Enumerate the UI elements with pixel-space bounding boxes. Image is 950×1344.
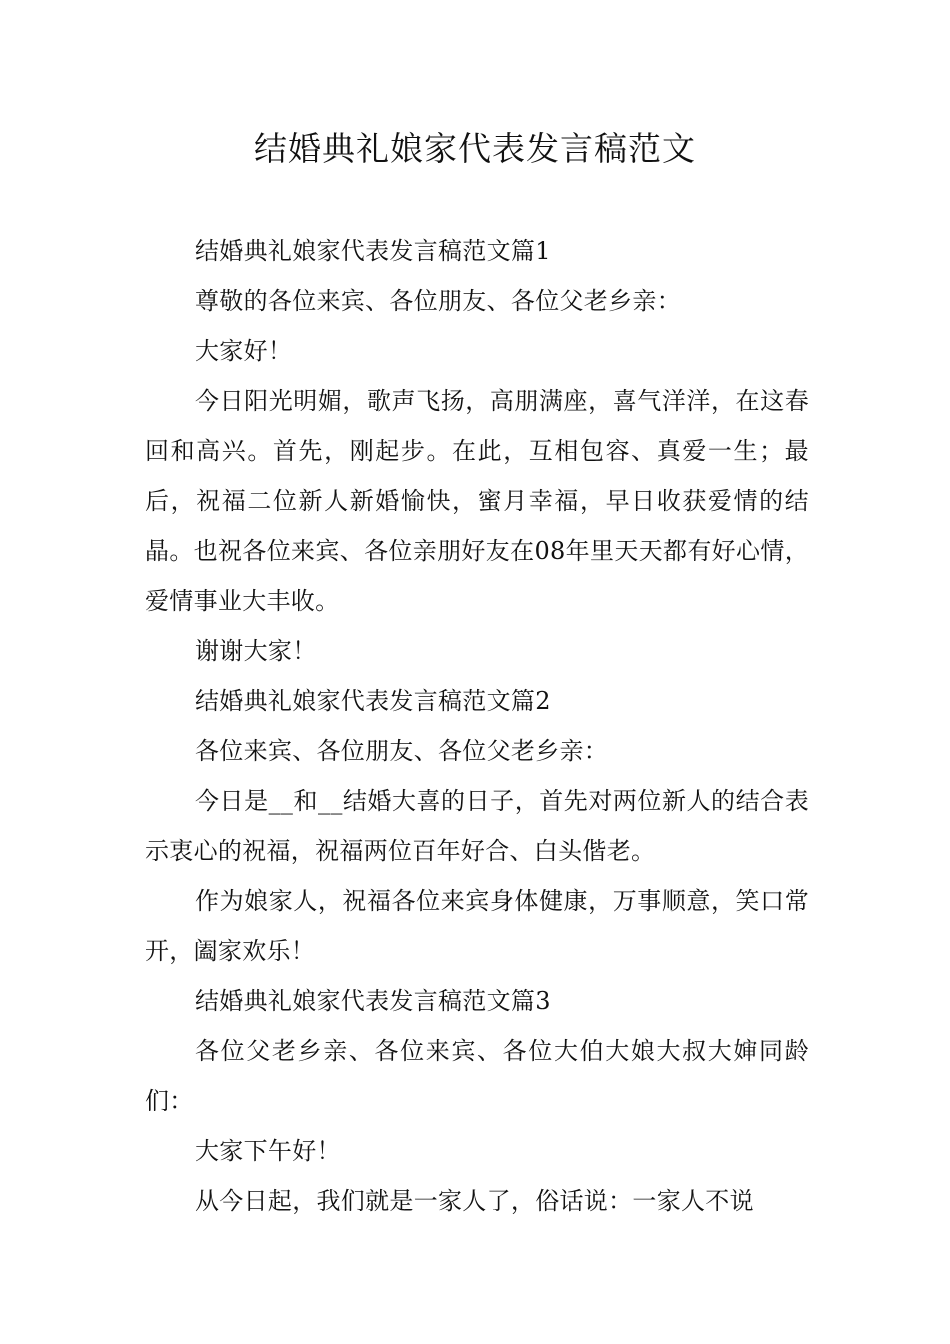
body-paragraph: 今日阳光明媚，歌声飞扬，高朋满座，喜气洋洋，在这春回和高兴。首先，刚起步。在此，互相包容、真爱一生；最后，祝福二位新人新婚愉快，蜜月幸福，早日收获爱情的结晶。也祝各位来宾、各位亲朋好友在08年里天天都有好心情，爱情事业大丰收。 — [145, 387, 809, 615]
document-title: 结婚典礼娘家代表发言稿范文 — [254, 129, 696, 168]
body-paragraph: 从今日起，我们就是一家人了，俗话说：一家人不说 — [195, 1187, 754, 1215]
greeting-paragraph: 大家下午好！ — [195, 1137, 341, 1165]
closing-paragraph: 谢谢大家！ — [195, 637, 317, 665]
section-heading-3: 结婚典礼娘家代表发言稿范文篇3 — [195, 987, 551, 1015]
salutation-paragraph: 尊敬的各位来宾、各位朋友、各位父老乡亲： — [195, 287, 681, 315]
salutation-paragraph: 各位来宾、各位朋友、各位父老乡亲： — [195, 737, 609, 765]
section-heading-2: 结婚典礼娘家代表发言稿范文篇2 — [195, 687, 551, 715]
section-heading-1: 结婚典礼娘家代表发言稿范文篇1 — [195, 237, 551, 265]
greeting-paragraph: 大家好！ — [195, 337, 293, 365]
body-paragraph: 今日是__和__结婚大喜的日子，首先对两位新人的结合表示衷心的祝福，祝福两位百年好合、白头偕老。 — [145, 787, 809, 865]
document-body — [145, 226, 809, 1226]
salutation-paragraph: 各位父老乡亲、各位来宾、各位大伯大娘大叔大婶同龄们： — [145, 1037, 809, 1115]
body-paragraph: 作为娘家人，祝福各位来宾身体健康，万事顺意，笑口常开，阖家欢乐！ — [145, 887, 809, 965]
